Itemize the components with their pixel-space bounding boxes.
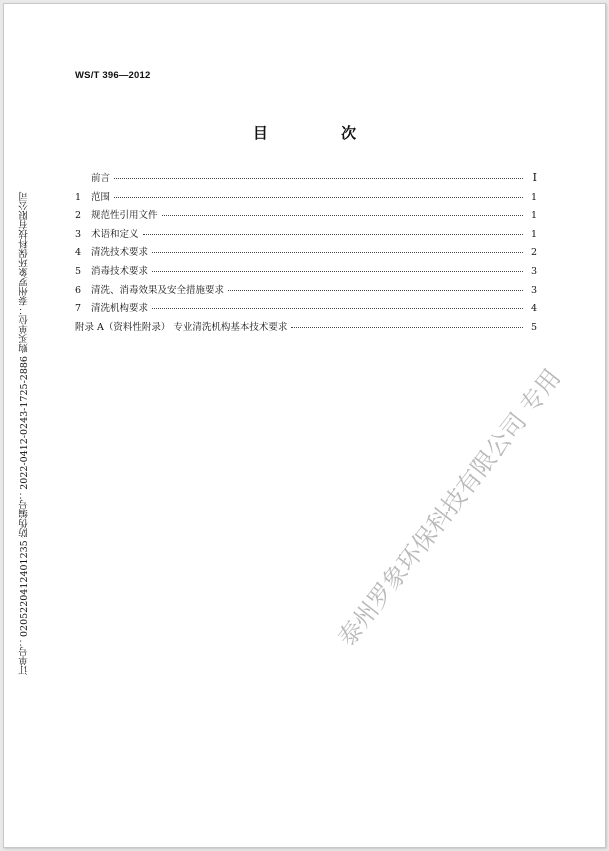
toc-entry-page: 4: [530, 303, 537, 315]
toc-entry-number: 4: [75, 247, 82, 259]
order-info-sidebar: 订单号：0205220412401235 防伪编号：2022-0412-0243-1725-2886 购买单位：泰州罗象环保科技有限公司: [19, 191, 30, 675]
toc-entry-label: 规范性引用文件: [91, 210, 158, 222]
document-page: [3, 3, 606, 848]
toc-entry-label: 清洗技术要求: [91, 247, 149, 259]
toc-entry-label: 前言: [91, 173, 111, 184]
toc-entry-number: 6: [75, 284, 82, 296]
toc-entry-page: 2: [530, 247, 537, 259]
toc-entry-appendix-a[interactable]: [75, 319, 537, 338]
toc-entry-scope[interactable]: [75, 189, 537, 208]
toc-entry-number: 1: [75, 191, 82, 203]
toc-entry-number: 2: [75, 210, 82, 222]
toc-entry-number: 7: [75, 303, 82, 315]
toc-list: [75, 170, 537, 337]
toc-dot-leader: [162, 215, 523, 216]
toc-entry-effect-safety-requirements[interactable]: [75, 282, 537, 301]
toc-entry-page: I: [532, 171, 537, 184]
toc-dot-leader: [152, 252, 523, 253]
toc-entry-label: 消毒技术要求: [91, 265, 149, 277]
toc-entry-page: 1: [530, 210, 537, 222]
toc-entry-page: 3: [530, 284, 537, 296]
toc-entry-label: 清洗、消毒效果及安全措施要求: [91, 284, 225, 296]
toc-entry-cleaning-requirements[interactable]: [75, 244, 537, 263]
toc-dot-leader: [152, 308, 523, 309]
standard-code: WS/T 396—2012: [75, 70, 151, 81]
toc-entry-number: 5: [75, 265, 82, 277]
toc-entry-page: 5: [530, 321, 537, 333]
toc-entry-page: 3: [530, 265, 537, 277]
watermark: 泰州罗象环保科技有限公司 专用: [332, 363, 567, 652]
toc-dot-leader: [114, 178, 523, 179]
toc-dot-leader: [228, 290, 523, 291]
toc-entry-normative-references[interactable]: [75, 207, 537, 226]
toc-entry-page: 1: [530, 228, 537, 240]
toc-entry-page: 1: [530, 191, 537, 203]
toc-dot-leader: [143, 234, 523, 235]
toc-entry-label: 附录 A（资料性附录） 专业清洗机构基本技术要求: [75, 321, 288, 333]
toc-dot-leader: [291, 327, 523, 328]
toc-entry-label: 范围: [91, 191, 111, 203]
toc-entry-label: 术语和定义: [91, 228, 139, 240]
toc-entry-terms-definitions[interactable]: [75, 226, 537, 245]
toc-entry-number: 3: [75, 228, 82, 240]
toc-entry-label: 清洗机构要求: [91, 303, 149, 315]
toc-dot-leader: [152, 271, 523, 272]
toc-entry-foreword[interactable]: [75, 170, 537, 189]
toc-dot-leader: [114, 197, 523, 198]
toc-title: 目 次: [252, 124, 391, 142]
toc-entry-institution-requirements[interactable]: [75, 300, 537, 319]
toc-entry-disinfection-requirements[interactable]: [75, 263, 537, 282]
